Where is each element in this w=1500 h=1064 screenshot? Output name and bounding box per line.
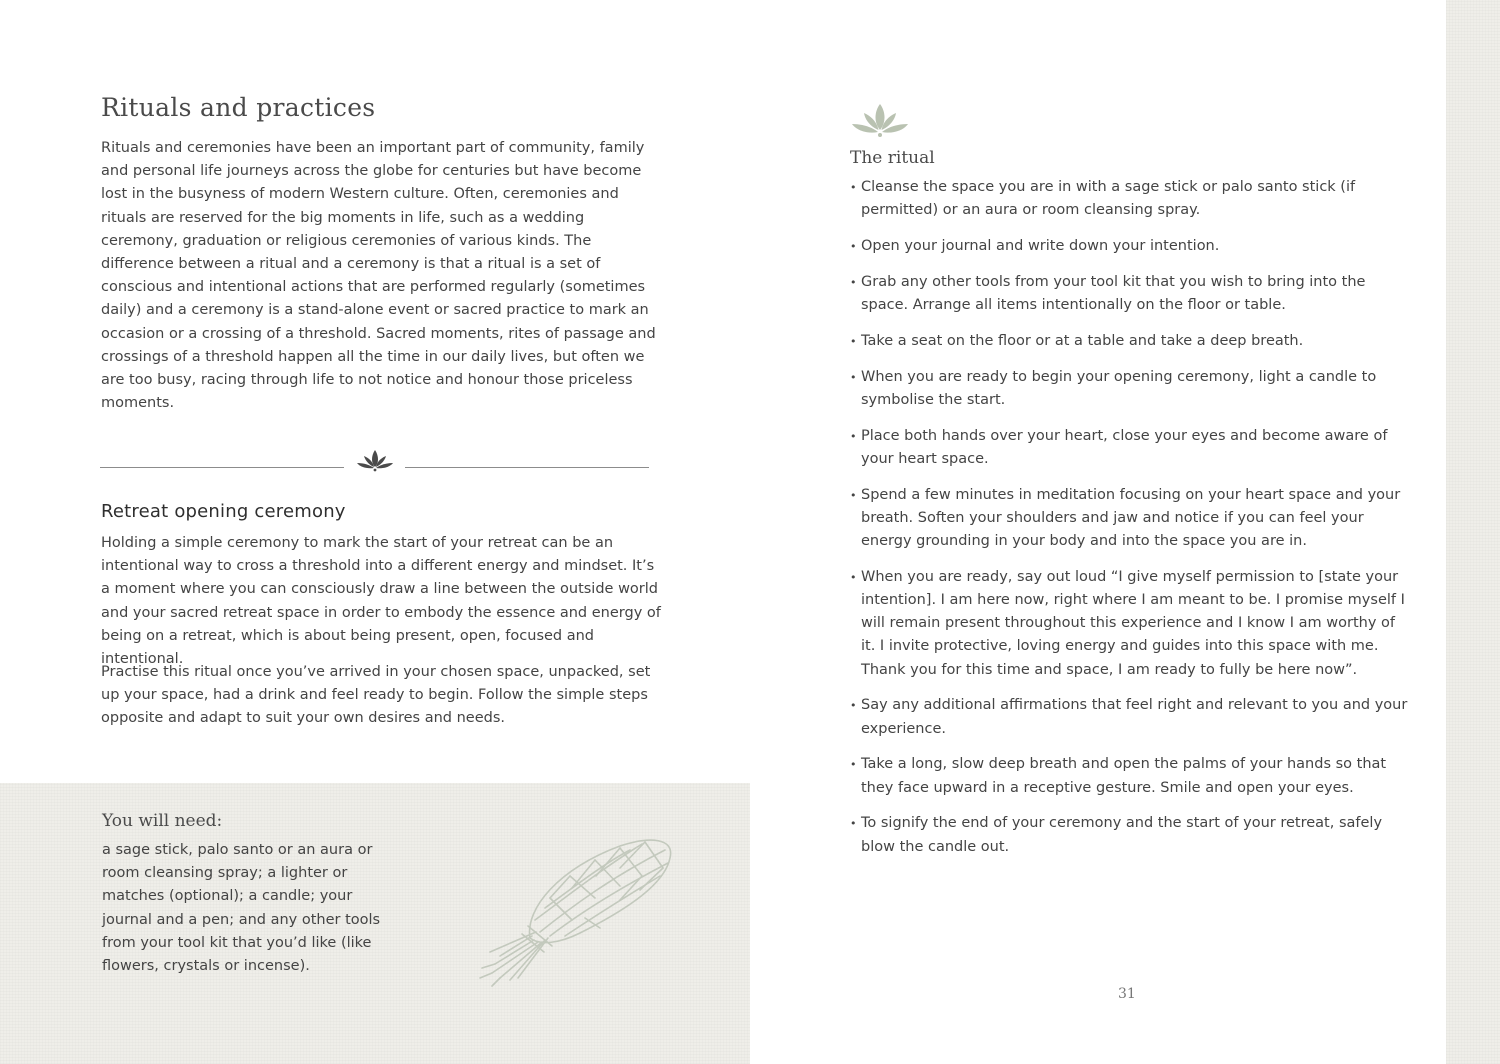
section-heading: Retreat opening ceremony (101, 501, 346, 522)
bullet: • (850, 758, 857, 772)
divider-line-left (100, 467, 344, 468)
bullet: • (850, 181, 857, 194)
list-item (850, 176, 1410, 222)
you-will-need-text: a sage stick, palo santo or an aura or room cleansing spray; a lighter or matches (optional); a candle; your journal and a pen; and any other tools from your tool kit that you’d like (like flowers, crystals or incense). (102, 842, 381, 975)
page-edge-texture (1446, 0, 1500, 1064)
section-divider (100, 448, 649, 474)
step-text: Place both hands over your heart, close your eyes and become aware of your heart space. (861, 427, 1388, 467)
intro-paragraph: Rituals and ceremonies have been an important part of community, family and personal life journeys across the globe for centuries but have become lost in the busyness of modern Western culture. Often, ceremonies and rituals are reserved for the big moments in life, such as a wedding ceremony, graduation or religious ceremonies of various kinds. The difference between a ritual and a ceremony is that a ritual is a set of conscious and intentional actions that are performed regularly (sometimes daily) and a ceremony is a stand-alone event or sacred practice to mark an occasion or a crossing of a threshold. Sacred moments, rites of passage and crossings of a threshold happen all the time in our daily lives, but often we are too busy, racing through life to not notice and honour those priceless moments. (101, 140, 656, 412)
step-text: Spend a few minutes in meditation focusing on your heart space and your breath. Soften your shoulders and jaw and notice if you can feel your energy grounding in your body and into the space you are in. (861, 486, 1401, 549)
you-will-need-heading: You will need: (102, 811, 223, 831)
lotus-icon (850, 102, 910, 138)
lotus-icon (355, 448, 395, 472)
step-text: Say any additional affirmations that feel right and relevant to you and your experience. (861, 697, 1408, 737)
list-item (850, 812, 1410, 858)
step-text: Grab any other tools from your tool kit that you wish to bring into the space. Arrange all items intentionally on the floor or table. (861, 273, 1366, 313)
step-text: Take a long, slow deep breath and open the palms of your hands so that they face upward in a receptive gesture. Smile and open your eyes. (861, 756, 1387, 796)
list-item (850, 366, 1410, 412)
bullet: • (850, 429, 857, 443)
bullet: • (850, 817, 857, 831)
page-title: Rituals and practices (101, 93, 376, 122)
ceremony-paragraph-1: Holding a simple ceremony to mark the start of your retreat can be an intentional way to cross a threshold into a different energy and mindset. It’s a moment where you can consciously draw a line between the outside world and your sacred retreat space in order to embody the essence and energy of being on a retreat, which is about being present, open, focused and intentional. (101, 535, 661, 668)
list-item (850, 271, 1410, 317)
list-item (850, 753, 1410, 799)
ritual-heading: The ritual (850, 148, 935, 168)
page-number: 31 (1118, 986, 1136, 1002)
bullet: • (850, 488, 857, 502)
step-text: Open your journal and write down your intention. (861, 238, 1220, 254)
divider-line-right (405, 467, 649, 468)
bullet: • (850, 699, 857, 713)
ritual-steps-list (850, 176, 1410, 871)
step-text: To signify the end of your ceremony and the start of your retreat, safely blow the candle out. (861, 815, 1383, 855)
list-item (850, 694, 1410, 740)
ceremony-paragraph-2: Practise this ritual once you’ve arrived in your chosen space, unpacked, set up your space, had a drink and feel ready to begin. Follow the simple steps opposite and adapt to suit your own desires and needs. (101, 664, 651, 727)
bullet: • (850, 370, 857, 384)
bullet: • (850, 240, 857, 253)
list-item (850, 330, 1410, 353)
bullet: • (850, 275, 857, 289)
step-text: When you are ready to begin your opening ceremony, light a candle to symbolise the start. (861, 368, 1377, 408)
list-item (850, 425, 1410, 471)
list-item (850, 235, 1410, 258)
step-text: When you are ready, say out loud “I give myself permission to [state your intention]. I am here now, right where I am meant to be. I promise myself I will remain present throughout this experience and I know I am worthy of it. I invite protective, loving energy and guides into this space with me. Thank you for this time and space, I am ready to fully be here now”. (861, 568, 1405, 678)
bullet: • (850, 334, 857, 348)
step-text: Cleanse the space you are in with a sage stick or palo santo stick (if permitted) or an aura or room cleansing spray. (861, 179, 1356, 219)
list-item (850, 566, 1410, 682)
sage-bundle-illustration (470, 828, 680, 988)
list-item (850, 484, 1410, 554)
step-text: Take a seat on the floor or at a table and take a deep breath. (861, 332, 1304, 349)
bullet: • (850, 570, 857, 584)
